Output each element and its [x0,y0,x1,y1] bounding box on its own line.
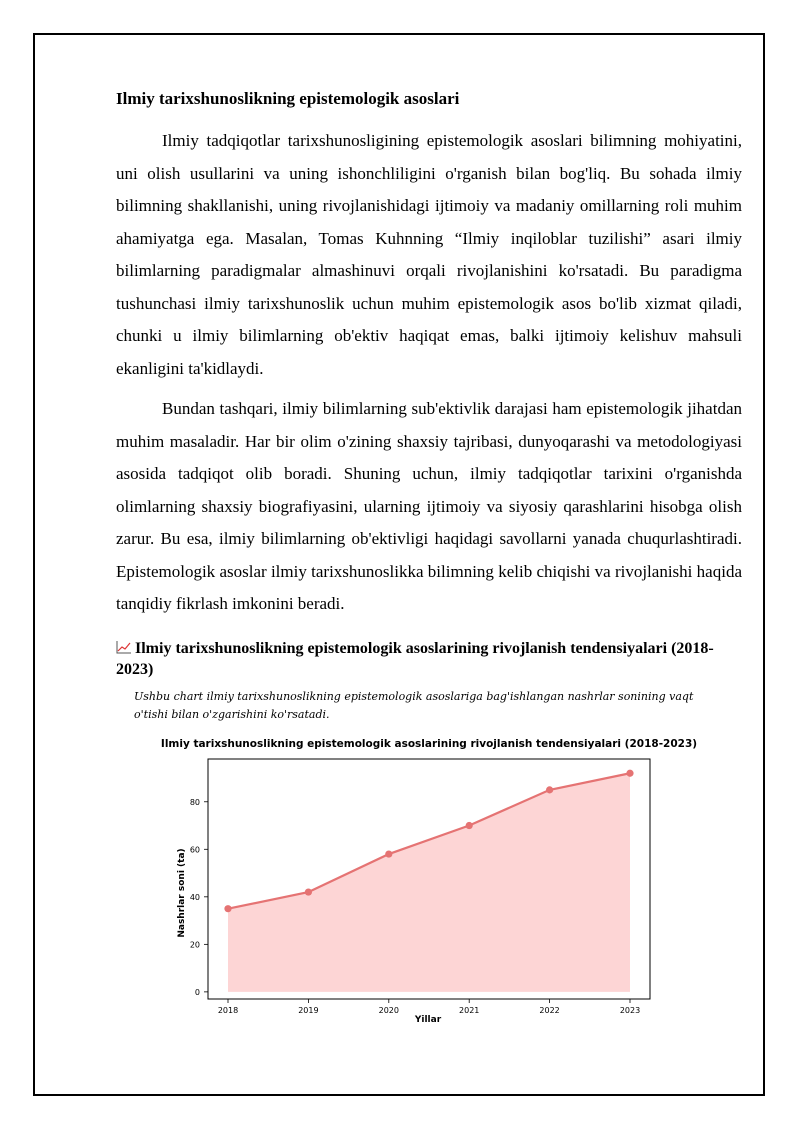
y-tick-label-40: 40 [189,892,200,902]
data-point-2019 [305,888,312,895]
data-point-2018 [224,905,231,912]
data-point-2021 [466,822,473,829]
x-axis-label: Yillar [414,1015,442,1025]
x-tick-label-2022: 2022 [539,1006,560,1015]
chart-title: Ilmiy tarixshunoslikning epistemologik asoslarining rivojlanish tendensiyalari (2018-2023) [160,738,698,750]
figure-title-text: Ilmiy tarixshunoslikning epistemologik asoslarining rivojlanish tendensiyalari (2018-2023) [116,640,714,678]
y-tick-label-80: 80 [189,797,200,807]
area-fill [228,773,630,992]
data-point-2022 [546,786,553,793]
data-point-2020 [385,850,392,857]
y-tick-label-20: 20 [189,940,200,950]
y-axis-label: Nashrlar soni (ta) [177,848,187,938]
x-tick-label-2018: 2018 [217,1006,239,1015]
y-tick-label-60: 60 [189,845,200,855]
chart-line-icon [116,640,132,654]
x-tick-label-2023: 2023 [619,1006,641,1015]
figure-caption: Ushbu chart ilmiy tarixshunoslikning epistemologik asoslariga bag'ishlangan nashrlar sonining vaqt o'tishi bilan o'zgarishini ko'rsatadi. [134,690,694,721]
data-point-2023 [626,770,633,777]
y-tick-label-0: 0 [194,987,200,997]
figure-title [116,638,726,680]
x-tick-label-2021: 2021 [459,1006,480,1015]
x-tick-label-2019: 2019 [298,1006,319,1015]
line-area-chart [160,730,700,1030]
paragraph-1: Ilmiy tadqiqotlar tarixshunosligining epistemologik asoslari bilimning mohiyatini, uni olish usullarini va uning ishonchliligini o'rganish bilan bog'liq. Bu sohada ilmiy bilimning shakllanishi, uning rivojlanishidagi ijtimoiy va madaniy omillarning roli muhim ahamiyatga ega. Masalan, Tomas Kuhnning “Ilmiy inqiloblar tuzilishi” asari ilmiy bilimlarning paradigmalar almashinuvi orqali rivojlanishini ko'rsatadi. Bu paradigma tushunchasi ilmiy tarixshunoslik uchun muhim epistemologik asos bo'lib xizmat qiladi, chunki u ilmiy bilimlarning ob'ektiv haqiqat emas, balki ijtimoiy kelishuv mahsuli ekanligini ta'kidlaydi. [116,131,742,378]
section-heading: Ilmiy tarixshunoslikning epistemologik asoslari [116,89,460,108]
paragraph-2: Bundan tashqari, ilmiy bilimlarning sub'ektivlik darajasi ham epistemologik jihatdan muhim masaladir. Har bir olim o'zining shaxsiy tajribasi, dunyoqarashi va metodologiyasi asosida tadqiqot olib boradi. Shuning uchun, ilmiy tadqiqotlar tarixini o'rganishda olimlarning shaxsiy biografiyasini, ularning ijtimoiy va siyosiy qarashlarini hisobga olish zarur. Bu esa, ilmiy bilimlarning ob'ektivligi haqidagi savollarni yanada chuqurlashtiradi. Epistemologik asoslar ilmiy tarixshunoslikka bilimning kelib chiqishi va rivojlanishi haqida tanqidiy fikrlash imkonini beradi. [116,399,742,613]
x-tick-label-2020: 2020 [378,1006,399,1015]
